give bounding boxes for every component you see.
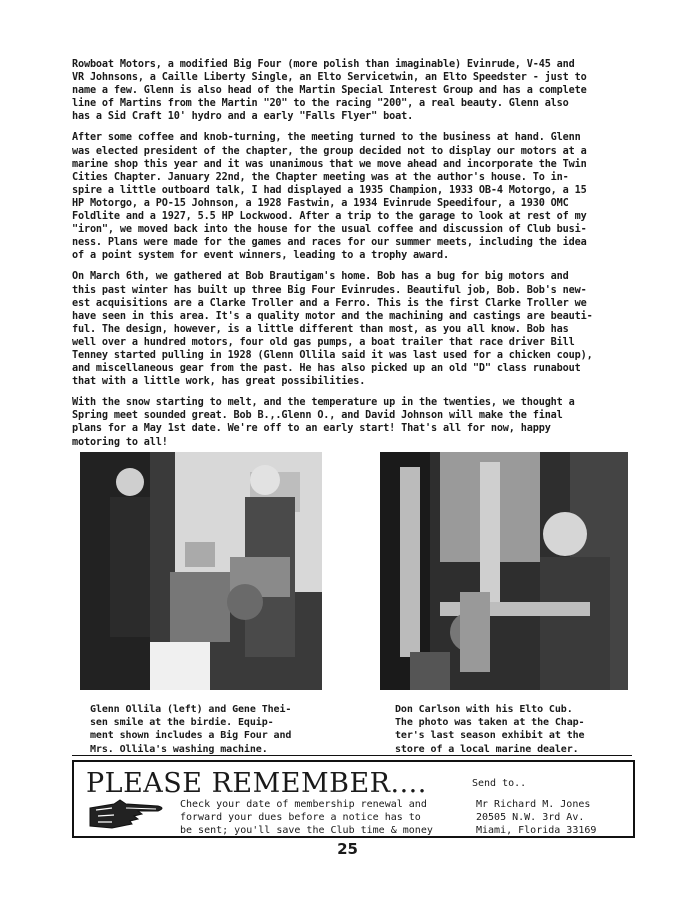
photo-right-image <box>380 452 628 690</box>
photo-left-image <box>80 452 322 690</box>
paragraph-1: Rowboat Motors, a modified Big Four (more polish than imaginable) Evinrude, V-45 and VR Johnsons, a Caille Liberty Single, an Elto Servicetwin, an Elto Speedster - just to name a few. Glenn is also head of the Martin Special Interest Group and has a complete line of Martins from the Martin "20" to the racing "200", a real beauty. Glenn also has a Sid Craft 10' hydro and a early "Falls Flyer" boat. <box>72 59 587 123</box>
paragraph-4: With the snow starting to melt, and the temperature up in the twenties, we thought a Spring meet sounded great. Bob B.,.Glenn O., and David Johnson will make the final plans for a May 1st date. We're off to an early start! That's all for now, happy motoring to all! <box>72 397 575 448</box>
send-to-label: Send to.. <box>472 778 527 789</box>
paragraph-2: After some coffee and knob-turning, the meeting turned to the business at hand. Glenn was elected president of the chapter, the group decided not to display our motors at a marine shop this year and it was unanimous that we move ahead and incorporate the Twin Cities Chapter. January 22nd, the Chapter meeting was at the author's house. To in- spire a little outboard talk, I had displayed a 1935 Champion, 1933 OB-4 Motorgo, a 15 HP Motorgo, a PO-15 Johnson, a 1928 Fastwin, a 1934 Evinrude Speedifour, a 1930 OMC Foldlite and a 1927, 5.5 HP Lockwood. After a trip to the garage to look at rest of my "iron", we moved back into the house for the usual coffee and discussion of Club busi- ness. Plans were made for the games and races for our summer meets, including the idea of a point system for event winners, leading to a trophy award. <box>72 132 587 262</box>
divider <box>72 755 632 756</box>
pointing-hand-icon <box>86 798 168 832</box>
photo-right <box>380 452 628 690</box>
page-number: 25 <box>337 840 358 858</box>
caption-left: Glenn Ollila (left) and Gene Thei- sen smile at the birdie. Equip- ment shown includes a Big Four and Mrs. Ollila's washing machine. <box>90 704 292 755</box>
reminder-body: Check your date of membership renewal and forward your dues before a notice has to be sent; you'll save the Club time & money <box>180 799 433 836</box>
mailing-address: Mr Richard M. Jones 20505 N.W. 3rd Av. Miami, Florida 33169 <box>476 799 597 836</box>
paragraph-3: On March 6th, we gathered at Bob Brautigam's home. Bob has a bug for big motors and this past winter has built up three Big Four Evinrudes. Beautiful job, Bob. Bob's new- est acquisitions are a Clarke Troller and a Ferro. This is the first Clarke Troller we have seen in this area. It's a quality motor and the machining and castings are beauti- ful. The design, however, is a little different than most, as you all know. Bob has well over a hundred motors, four old gas pumps, a boat trailer that race driver Bill Tenney started pulling in 1928 (Glenn Ollila said it was last used for a chicken coup), and miscellaneous gear from the past. He has also picked up an old "D" class runabout that with a little work, has great possibilities. <box>72 271 593 388</box>
article-text <box>72 58 632 457</box>
reminder-title: PLEASE REMEMBER.... <box>86 768 427 799</box>
photo-left <box>80 452 322 690</box>
caption-right: Don Carlson with his Elto Cub. The photo was taken at the Chap- ter's last season exhibit at the store of a local marine dealer. <box>395 704 585 755</box>
reminder-box <box>72 760 635 838</box>
